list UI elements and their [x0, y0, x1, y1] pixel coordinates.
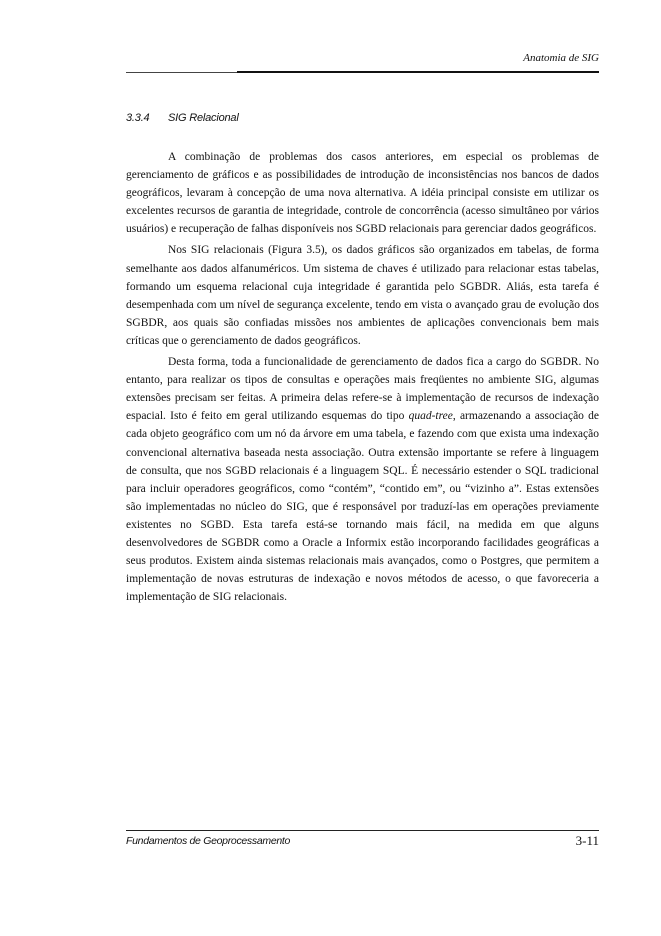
body-text	[126, 148, 599, 609]
paragraph-3-text-start: Desta forma, toda a funcionalidade de gerenciamento de dados fica a cargo do SGBDR. No entanto, para realizar os tipos de consultas e operações mais freqüentes no ambiente SIG, algumas extensões precisam ser feitas. A primeira delas refere-se à implementação de recursos de indexação espacial. Isto é feito em geral utilizando esquemas do tipo	[126, 356, 599, 423]
paragraph-3-text-end: , armazenando a associação de cada objeto geográfico com um nó da árvore em uma tabela, e fazendo com que exista uma indexação convencional alternativa baseada nesta associação. Outra extensão importante se refere à linguagem de consulta, que nos SGBD relacionais é a linguagem SQL. É necessário estender o SQL tradicional para incluir operadores geográficos, como “contém”, “contido em”, ou “vizinho a”. Estas extensões são implementadas no núcleo do SIG, que é responsável por traduzí-las em operações previamente existentes no SGBD. Esta tarefa está-se tornando mais fácil, na medida em que alguns desenvolvedores de SGBDR como a Oracle a Informix estão incorporando facilidades geográficas a seus produtos. Existem ainda sistemas relacionais mais avançados, como o Postgres, que permitem a implementação de novas estruturas de indexação e novos métodos de acesso, o que favoreceria a implementação de SIG relacionais.	[126, 410, 599, 604]
paragraph-2	[126, 241, 599, 350]
running-header-title: Anatomia de SIG	[523, 52, 599, 64]
header-rule-thick	[237, 71, 599, 73]
footer-book-title: Fundamentos de Geoprocessamento	[126, 835, 291, 847]
paragraph-3	[126, 353, 599, 606]
paragraph-1	[126, 148, 599, 238]
section-heading	[126, 112, 239, 124]
paragraph-3-italic-term: quad-tree	[408, 410, 453, 423]
footer-rule	[126, 830, 599, 831]
paragraph-2-text: Nos SIG relacionais (Figura 3.5), os dados gráficos são organizados em tabelas, de forma semelhante aos dados alfanuméricos. Um sistema de chaves é utilizado para relacionar estas tabelas, formando um esquema relacional cuja integridade é garantida pelo SGBDR. Aliás, esta tarefa é desempenhada com um nível de segurança excelente, tendo em vista o avançado grau de evolução dos SGBDR, aos quais são confiadas missões nos ambientes de aplicações convencionais bem mais críticas que o gerenciamento de dados geográficos.	[126, 244, 599, 347]
section-title: SIG Relacional	[168, 112, 239, 124]
paragraph-1-text: A combinação de problemas dos casos anteriores, em especial os problemas de gerenciamento de gráficos e as possibilidades de introdução de inconsistências nos bancos de dados geográficos, levaram à concepção de uma nova alternativa. A idéia principal consiste em utilizar os excelentes recursos de garantia de integridade, controle de concorrência (acesso simultâneo por vários usuários) e recuperação de falhas disponíveis nos SGBD relacionais para gerenciar dados geográficos.	[126, 151, 599, 236]
section-number: 3.3.4	[126, 112, 150, 124]
page-number: 3-11	[575, 833, 599, 848]
